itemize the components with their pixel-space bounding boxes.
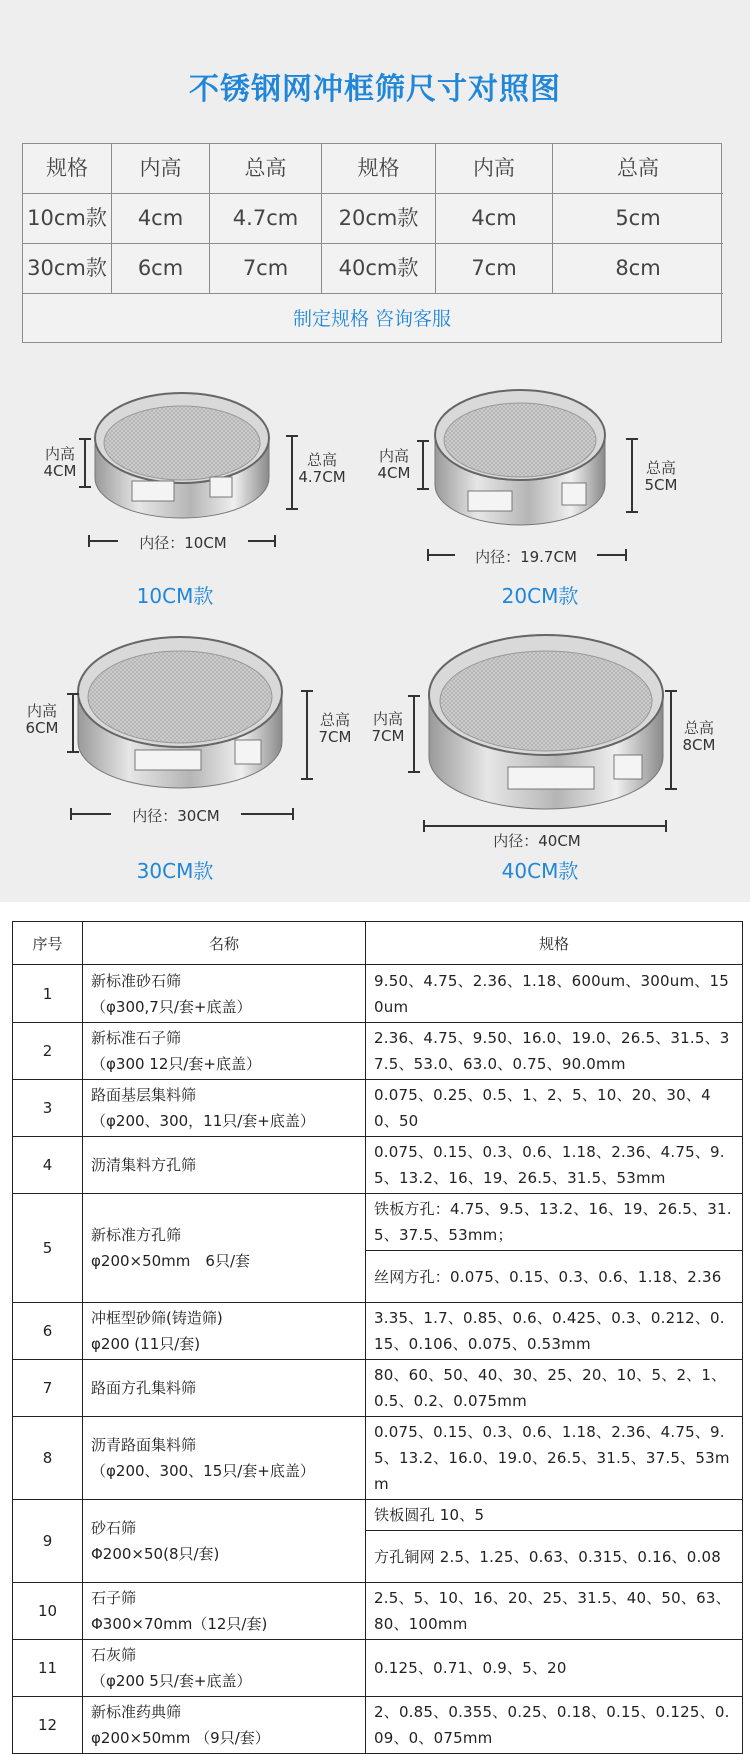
- row-name-line: φ200 (11只/套): [91, 1335, 201, 1353]
- row-name-line: Φ200×50(8只/套): [91, 1545, 220, 1563]
- size-cell: 30cm款: [23, 244, 112, 294]
- row-spec: 铁板圆孔 10、5: [366, 1500, 743, 1531]
- row-name: [83, 1023, 366, 1080]
- inner-height-value: 4CM: [377, 464, 411, 482]
- row-spec: 3.35、1.7、0.85、0.6、0.425、0.3、0.212、0.15、0.106、0.075、0.53mm: [366, 1303, 743, 1360]
- row-name-line: φ200×50mm （9只/套）: [91, 1729, 270, 1747]
- row-name: [83, 1583, 366, 1640]
- total-height-value: 7CM: [318, 728, 352, 746]
- row-spec: 2、0.85、0.355、0.25、0.18、0.15、0.125、0.09、0、075mm: [366, 1697, 743, 1754]
- inner-height-value: 4CM: [43, 462, 77, 480]
- row-name-line: 路面基层集料筛: [91, 1086, 197, 1104]
- total-height-label: 总高: [683, 719, 714, 737]
- row-name: [83, 1697, 366, 1754]
- row-spec: 2.5、5、10、16、20、25、31.5、40、50、63、80、100mm: [366, 1583, 743, 1640]
- diameter-label: 内径：30CM: [111, 805, 241, 826]
- total-height-value: 8CM: [682, 736, 716, 754]
- row-name: [83, 1500, 366, 1583]
- size-header-cell: 规格: [322, 144, 436, 194]
- sieve-model-label: 30CM款: [136, 859, 214, 883]
- sieve-image: [426, 627, 666, 817]
- size-cell: 20cm款: [322, 194, 436, 244]
- size-header-cell: 内高: [436, 144, 553, 194]
- table-row: [13, 1417, 743, 1500]
- size-cell: 6cm: [112, 244, 210, 294]
- row-name: [83, 1640, 366, 1697]
- row-name: [83, 1360, 366, 1417]
- row-name-line: 石子筛: [91, 1589, 137, 1607]
- row-spec: 80、60、50、40、30、25、20、10、5、2、1、0.5、0.2、0.075mm: [366, 1360, 743, 1417]
- table-row: [13, 1360, 743, 1417]
- page-title: 不锈钢网冲框筛尺寸对照图: [189, 72, 561, 107]
- row-num: 9: [13, 1500, 83, 1583]
- row-name-line: Φ300×70mm（12只/套): [91, 1615, 268, 1633]
- total-height-value: 4.7CM: [298, 468, 346, 486]
- size-header-cell: 总高: [553, 144, 723, 194]
- table-row: [13, 965, 743, 1023]
- table-row: [13, 1697, 743, 1754]
- row-name-line: 砂石筛: [91, 1519, 137, 1537]
- row-spec: 0.125、0.71、0.9、5、20: [366, 1640, 743, 1697]
- table-row: [13, 1080, 743, 1137]
- row-name-line: φ200×50mm 6只/套: [91, 1252, 251, 1270]
- sieve-model-label: 40CM款: [501, 859, 579, 883]
- size-cell: 7cm: [436, 244, 553, 294]
- row-name: [83, 1137, 366, 1194]
- header-name: 名称: [83, 922, 366, 965]
- table-row: [13, 1023, 743, 1080]
- diameter-label: 内径：40CM: [493, 832, 581, 850]
- size-cell: 5cm: [553, 194, 723, 244]
- row-name-line: （φ200 5只/套+底盖）: [91, 1672, 252, 1690]
- total-height-label: 总高: [306, 451, 337, 469]
- row-name: [83, 1417, 366, 1500]
- row-name-line: （φ300 12只/套+底盖）: [91, 1055, 262, 1073]
- diameter-dimension: [423, 825, 667, 827]
- sieve-image: [432, 383, 608, 528]
- size-cell: 10cm款: [23, 194, 112, 244]
- row-name-line: 石灰筛: [91, 1646, 137, 1664]
- row-num: 6: [13, 1303, 83, 1360]
- table-row: [13, 1640, 743, 1697]
- size-cell: 4cm: [436, 194, 553, 244]
- row-name: [83, 965, 366, 1023]
- size-table-row: [23, 244, 721, 294]
- total-height-dimension: [306, 690, 308, 780]
- total-height-dimension: [291, 435, 293, 510]
- row-name-line: （φ200、300、15只/套+底盖）: [91, 1462, 315, 1480]
- total-height-dimension: [631, 438, 633, 513]
- table-row: [13, 1583, 743, 1640]
- sieve-image: [75, 630, 285, 795]
- size-cell: 7cm: [210, 244, 322, 294]
- sieve-model-label: 20CM款: [501, 584, 579, 608]
- row-name-line: 冲框型砂筛(铸造筛): [91, 1309, 223, 1327]
- row-spec: 0.075、0.15、0.3、0.6、1.18、2.36、4.75、9.5、13.2、16、19、26.5、31.5、53mm: [366, 1137, 743, 1194]
- row-name-line: 新标准方孔筛: [91, 1226, 182, 1244]
- sieve-image: [92, 383, 272, 521]
- inner-height-label: 内高: [378, 447, 409, 465]
- inner-height-dimension: [72, 693, 74, 753]
- inner-height-value: 6CM: [25, 719, 59, 737]
- header-num: 序号: [13, 922, 83, 965]
- inner-height-label: 内高: [26, 702, 57, 720]
- total-height-dimension: [670, 690, 672, 790]
- row-name: [83, 1194, 366, 1303]
- row-num: 7: [13, 1360, 83, 1417]
- inner-height-dimension: [422, 440, 424, 490]
- table-row: [13, 1137, 743, 1194]
- row-spec: 铁板方孔：4.75、9.5、13.2、16、19、26.5、31.5、37.5、53mm；: [366, 1194, 743, 1251]
- row-num: 1: [13, 965, 83, 1023]
- row-num: 10: [13, 1583, 83, 1640]
- header-spec: 规格: [366, 922, 743, 965]
- diameter-label: 内径：10CM: [118, 532, 248, 553]
- row-num: 8: [13, 1417, 83, 1500]
- row-num: 2: [13, 1023, 83, 1080]
- row-num: 3: [13, 1080, 83, 1137]
- row-name-line: （φ300,7只/套+底盖）: [91, 997, 252, 1016]
- total-height-label: 总高: [319, 711, 350, 729]
- row-name-line: 沥清集料方孔筛: [91, 1156, 197, 1174]
- table-row: [13, 1500, 743, 1531]
- row-num: 5: [13, 1194, 83, 1303]
- row-name-line: 新标准石子筛: [91, 1029, 182, 1047]
- row-num: 4: [13, 1137, 83, 1194]
- size-table-header-row: [23, 144, 721, 194]
- inner-height-value: 7CM: [371, 727, 405, 745]
- inner-height-dimension: [84, 438, 86, 488]
- row-name: [83, 1303, 366, 1360]
- row-name-line: 路面方孔集料筛: [91, 1379, 197, 1397]
- row-spec: 0.075、0.15、0.3、0.6、1.18、2.36、4.75、9.5、13.2、16.0、19.0、26.5、31.5、37.5、53mm: [366, 1417, 743, 1500]
- custom-spec-link[interactable]: 制定规格 咨询客服: [292, 308, 452, 330]
- row-name-line: （φ200、300，11只/套+底盖）: [91, 1112, 315, 1130]
- size-table: [22, 143, 722, 343]
- row-name-line: 新标准砂石筛: [91, 971, 182, 990]
- inner-height-label: 内高: [44, 445, 75, 463]
- size-header-cell: 内高: [112, 144, 210, 194]
- row-spec: 2.36、4.75、9.50、16.0、19.0、26.5、31.5、37.5、53.0、63.0、0.75、90.0mm: [366, 1023, 743, 1080]
- table-row: [13, 1194, 743, 1251]
- row-num: 12: [13, 1697, 83, 1754]
- size-cell: 40cm款: [322, 244, 436, 294]
- inner-height-dimension: [413, 695, 415, 773]
- total-height-value: 5CM: [644, 476, 678, 494]
- row-spec: 0.075、0.25、0.5、1、2、5、10、20、30、40、50: [366, 1080, 743, 1137]
- row-num: 11: [13, 1640, 83, 1697]
- row-name-line: 新标准药典筛: [91, 1703, 182, 1721]
- diameter-label: 内径：19.7CM: [455, 546, 597, 567]
- row-name: [83, 1080, 366, 1137]
- row-spec: 方孔铜网 2.5、1.25、0.63、0.315、0.16、0.08: [366, 1531, 743, 1583]
- size-cell: 4cm: [112, 194, 210, 244]
- spec-table: [12, 921, 743, 1754]
- size-table-row: [23, 194, 721, 244]
- inner-height-label: 内高: [372, 710, 403, 728]
- spec-table-header-row: [13, 922, 743, 965]
- row-spec: 丝网方孔：0.075、0.15、0.3、0.6、1.18、2.36: [366, 1251, 743, 1303]
- size-cell: 8cm: [553, 244, 723, 294]
- table-row: [13, 1303, 743, 1360]
- total-height-label: 总高: [645, 459, 676, 477]
- size-header-cell: 规格: [23, 144, 112, 194]
- row-name-line: 沥青路面集料筛: [91, 1436, 197, 1454]
- size-cell: 4.7cm: [210, 194, 322, 244]
- sieve-model-label: 10CM款: [136, 584, 214, 608]
- row-spec: 9.50、4.75、2.36、1.18、600um、300um、150um: [366, 965, 743, 1023]
- size-header-cell: 总高: [210, 144, 322, 194]
